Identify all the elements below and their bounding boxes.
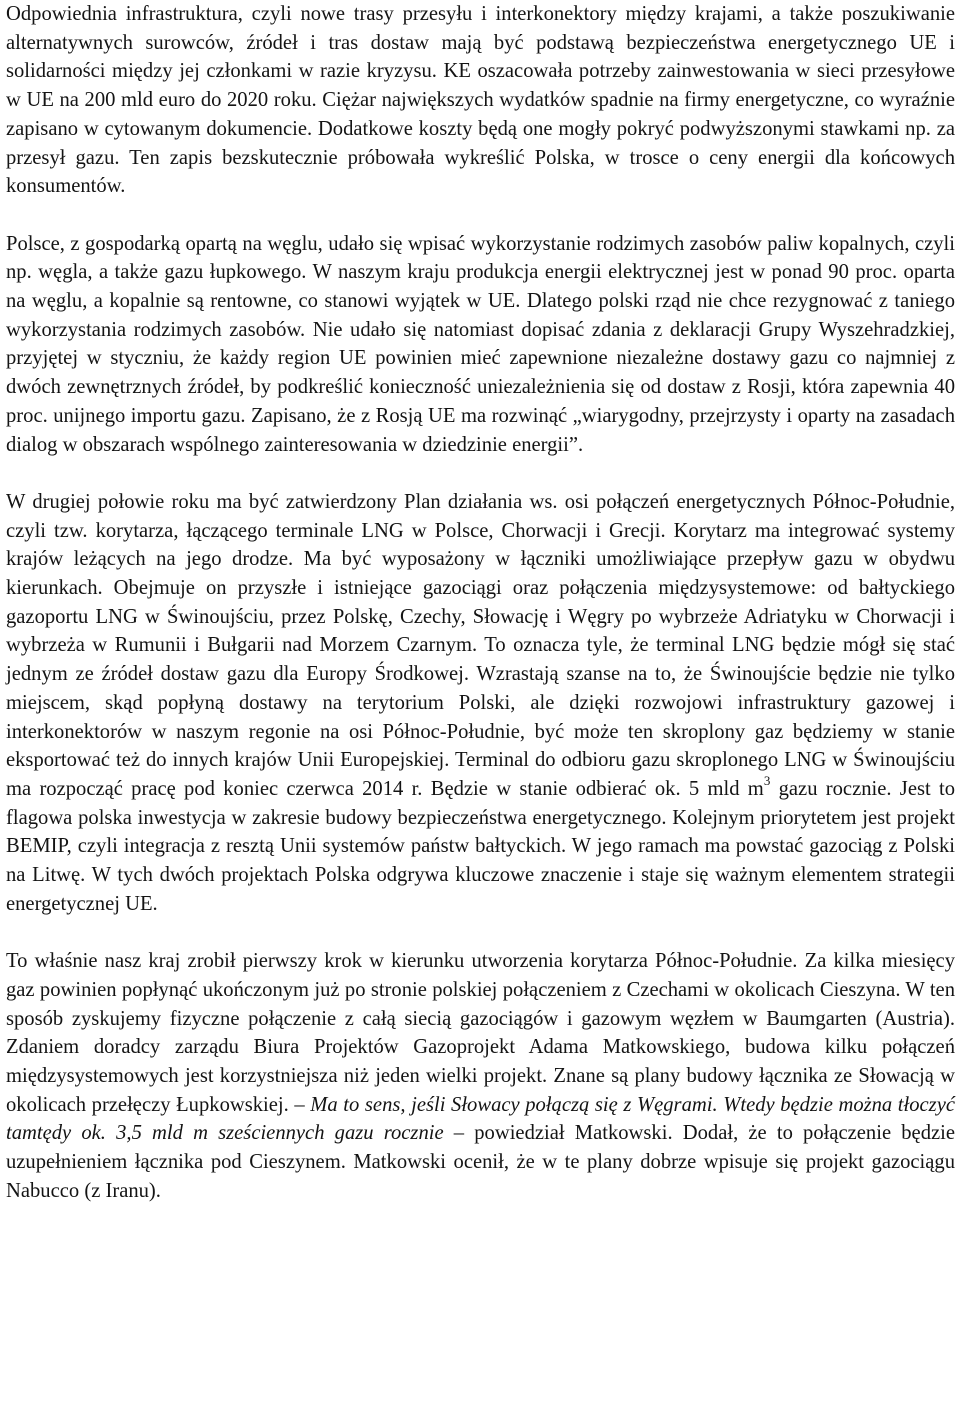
paragraph-corridor-text-2: gazu rocznie. Jest to flagowa polska inwestycja w zakresie budowy bezpieczeństwa energetycznego. Kolejnym priorytetem jest projekt BEMIP, czyli integracja z resztą Unii systemów państw bałtyckich. W jego ramach ma powstać gazociąg z Polski na Litwę. W tych dwóch projektach Polska odgrywa kluczowe znaczenie i staje się ważnym elementem strategii energetycznej UE.	[6, 777, 955, 915]
paragraph-gap	[6, 918, 955, 947]
paragraph-coal	[6, 230, 955, 460]
paragraph-infrastructure	[6, 0, 955, 201]
cubic-superscript: 3	[763, 773, 771, 789]
paragraph-corridor-text-1: W drugiej połowie roku ma być zatwierdzony Plan działania ws. osi połączeń energetycznych Północ-Południe, czyli tzw. korytarza, łączącego terminale LNG w Polsce, Chorwacji i Grecji. Korytarz ma integrować systemy krajów leżących na jego drodze. Ma być wyposażony w łączniki umożliwiające przepływ gazu w obydwu kierunkach. Obejmuje on przyszłe i istniejące gazociągi oraz połączenia międzysystemowe: od bałtyckiego gazoportu LNG w Świnoujściu, przez Polskę, Czechy, Słowację i Węgry po wybrzeże Adriatyku w Chorwacji i wybrzeża w Rumunii i Bułgarii nad Morzem Czarnym. To oznacza tyle, że terminal LNG będzie mógł się stać jednym ze źródeł dostaw gazu dla Europy Środkowej. Wzrastają szanse na to, że Świnoujście będzie nie tylko miejscem, skąd popłyną dostawy na terytorium Polski, ale dzięki rozwojowi infrastruktury gazowej i interkonektorów w naszym regonie na osi Północ-Południe, być może ten skroplony gaz będziemy w stanie eksportować też do innych krajów Unii Europejskiej. Terminal do odbioru gazu skroplonego LNG w Świnoujściu ma rozpocząć pracę pod koniec czerwca 2014 r. Będzie w stanie odbierać ok. 5 mld m	[6, 490, 955, 800]
paragraph-corridor	[6, 488, 955, 919]
paragraph-coal-text: Polsce, z gospodarką opartą na węglu, udało się wpisać wykorzystanie rodzimych zasobów paliw kopalnych, czyli np. węgla, a także gazu łupkowego. W naszym kraju produkcja energii elektrycznej jest w ponad 90 proc. oparta na węglu, a kopalnie są rentowne, co stanowi wyjątek w UE. Dlatego polski rząd nie chce rezygnować z taniego wykorzystania rodzimych zasobów. Nie udało się natomiast dopisać zdania z deklaracji Grupy Wyszehradzkiej, przyjętej w styczniu, że każdy region UE powinien mieć zapewnione niezależne dostawy gazu co najmniej z dwóch zewnętrznych źródeł, by podkreślić konieczność uniezależnienia się od dostaw z Rosji, która zapewnia 40 proc. unijnego importu gazu. Zapisano, że z Rosją UE ma rozwinąć „wiarygodny, przejrzysty i oparty na zasadach dialog w obszarach wspólnego zainteresowania w dziedzinie energii”.	[6, 232, 955, 456]
paragraph-infrastructure-text: Odpowiednia infrastruktura, czyli nowe trasy przesyłu i interkonektory między krajami, a także poszukiwanie alternatywnych surowców, źródeł i tras dostaw mają być podstawą bezpieczeństwa energetycznego UE i solidarności między jej członkami w razie kryzysu. KE oszacowała potrzeby zainwestowania w sieci przesyłowe w UE na 200 mld euro do 2020 roku. Ciężar największych wydatków spadnie na firmy energetyczne, co wyraźnie zapisano w cytowanym dokumencie. Dodatkowe koszty będą one mogły pokryć podwyższonymi stawkami np. za przesył gazu. Ten zapis bezskutecznie próbowała wykreślić Polska, w trosce o ceny energii dla końcowych konsumentów.	[6, 3, 955, 198]
paragraph-gap	[6, 201, 955, 230]
document-page	[6, 0, 955, 1205]
matkowski-quote: Ma to sens, jeśli Słowacy połączą się z Węgrami. Wtedy będzie można tłoczyć tamtędy ok. 3,5 mld m sześciennych gazu rocznie	[6, 1093, 955, 1145]
paragraph-first-step	[6, 947, 955, 1205]
paragraph-first-step-text-1: To właśnie nasz kraj zrobił pierwszy krok w kierunku utworzenia korytarza Północ-Południe. Za kilka miesięcy gaz powinien popłynąć ukończonym już po stronie polskiej połączeniem z Czechami w okolicach Cieszyna. W ten sposób zyskujemy fizyczne połączenie z całą siecią gazociągów i gazowym węzłem w Baumgarten (Austria). Zdaniem doradcy zarządu Biura Projektów Gazoprojekt Adama Matkowskiego, budowa kilku połączeń międzysystemowych jest korzystniejsza niż jeden wielki projekt. Znane są plany budowy łącznika ze Słowacją w okolicach przełęczy Łupkowskiej. –	[6, 950, 955, 1116]
paragraph-first-step-text-2: – powiedział Matkowski. Dodał, że to połączenie będzie uzupełnieniem łącznika pod Cieszynem. Matkowski ocenił, że w te plany dobrze wpisuje się projekt gazociągu Nabucco (z Iranu).	[6, 1122, 955, 1202]
paragraph-gap	[6, 459, 955, 488]
